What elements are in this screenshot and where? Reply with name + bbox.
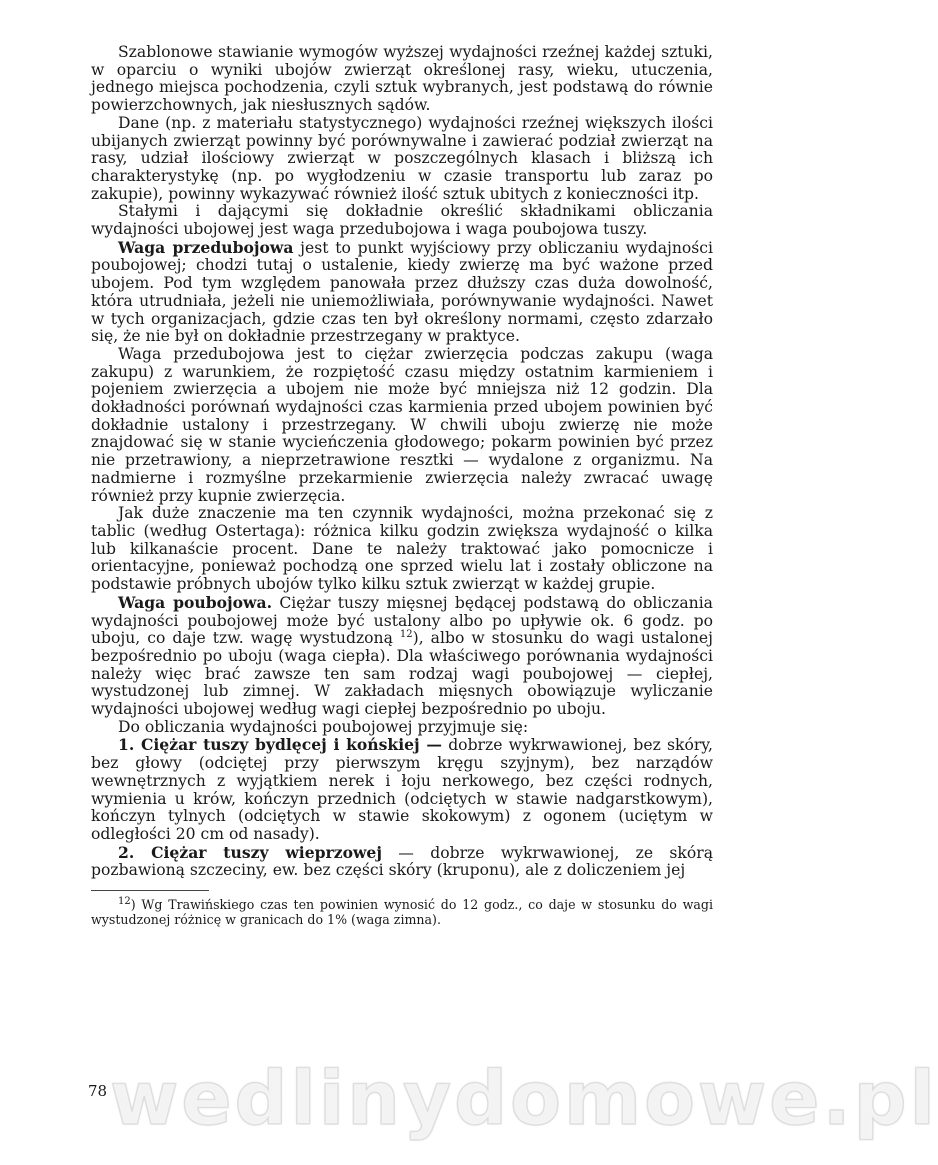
watermark: wedlinydomowe.pl (110, 1056, 938, 1142)
page-number: 78 (88, 1082, 108, 1100)
paragraph-9 (91, 736, 713, 843)
paragraph-4-text: jest to punkt wyjściowy przy obliczaniu wydajności poubojowej; chodzi tutaj o ustalenie, kiedy zwierzę ma być ważone przed ubojem. Pod tym względem panowała przez dłuższy czas duża dowolność, która utrudniała, jeżeli nie uniemożliwiała, porównywanie wydajności. Nawet w tych organizacjach, gdzie czas ten był określony normami, często zdarzało się, że nie był on dokładnie przestrzegany w praktyce. (91, 238, 713, 346)
item-2-text: — dobrze wykrwawionej, ze skórą pozbawioną szczeciny, ew. bez części skóry (kruponu), ale z doliczeniem jej (91, 843, 713, 880)
paragraph-4 (91, 239, 713, 346)
paragraph-5: Waga przedubojowa jest to ciężar zwierzęcia podczas zakupu (waga zakupu) z warunkiem, że rozpiętość czasu między ostatnim karmieniem i pojeniem zwierzęcia a ubojem nie może być mniejsza niż 12 godzin. Dla dokładności porównań wydajności czas karmienia przed ubojem powinien być dokładnie ustalony i przestrzegany. W chwili uboju zwierzę nie może znajdować się w stanie wycieńczenia głodowego; pokarm powinien być przez nie przetrawiony, a nieprzetrawione resztki — wydalone z organizmu. Na nadmierne i rozmyślne przekarmienie zwierzęcia należy zwracać uwagę również przy kupnie zwierzęcia. (91, 344, 713, 505)
paragraph-7-text-b: ), albo w stosunku do wagi ustalonej bezpośrednio po uboju (waga ciepła). Dla właściwego porównania wydajności należy więc brać zawsze ten sam rodzaj wagi poubojowej — ciepłej, wystudzonej lub zimnej. W zakładach mięsnych obowiązuje wyliczanie wydajności ubojowej według wagi ciepłej bezpośrednio po uboju. (91, 629, 713, 719)
paragraph-2: Dane (np. z materiału statystycznego) wydajności rzeźnej większych ilości ubijanych zwierząt powinny być porównywalne i zawierać podział zwierząt na rasy, udział ilościowy zwierząt w poszczególnych klasach i bliższą ich charakterystykę (np. po wygłodzeniu w czasie transportu lub zaraz po zakupie), powinny wykazywać również ilość sztuk ubitych z konieczności itp. (91, 113, 713, 203)
paragraph-8: Do obliczania wydajności poubojowej przyjmuje się: (118, 717, 529, 736)
page-body (91, 44, 713, 927)
paragraph-1: Szablonowe stawianie wymogów wyższej wydajności rzeźnej każdej sztuki, w oparciu o wyniki ubojów zwierząt określonej rasy, wieku, utuczenia, jednego miejsca pochodzenia, czyli sztuk wybranych, jest podstawą do równie powierzchownych, jak niesłusznych sądów. (91, 43, 713, 115)
term-waga-przedubojowa: Waga przedubojowa (118, 237, 294, 257)
footnote-text: ) Wg Trawińskiego czas ten powinien wynosić do 12 godz., co daje w stosunku do wagi wystudzonej różnicę w granicach do 1% (waga zimna). (91, 897, 713, 928)
paragraph-3: Stałymi i dającymi się dokładnie określić składnikami obliczania wydajności ubojowej jest waga przedubojowa i waga poubojowa tuszy. (91, 202, 713, 239)
term-waga-poubojowa: Waga poubojowa. (118, 592, 273, 612)
paragraph-7 (91, 594, 713, 719)
footnote-marker: 12 (118, 895, 131, 907)
footnote (91, 897, 713, 927)
item-1-heading: 1. Ciężar tuszy bydlęcej i końskiej — (118, 735, 442, 755)
item-1-text: dobrze wykrwawionej, bez skóry, bez głowy (odciętej przy pierwszym kręgu szyjnym), bez narządów wewnętrznych z wyjątkiem nerek i łoju nerkowego, bez części rodnych, wymienia u krów, kończyn przednich (odciętych w stawie nadgarstkowym), kończyn tylnych (odciętych w stawie skokowym) z ogonem (uciętym w odległości 20 cm od nasady). (91, 736, 714, 843)
footnote-divider (91, 890, 209, 891)
paragraph-7-text-a: Ciężar tuszy mięsnej będącej podstawą do obliczania wydajności poubojowej może być ustalony albo po upływie ok. 6 godz. po uboju, co daje tzw. wagę wystudzoną (91, 593, 713, 648)
footnote-reference: 12 (399, 629, 413, 641)
paragraph-6: Jak duże znaczenie ma ten czynnik wydajności, można przekonać się z tablic (według Ostertaga): różnica kilku godzin zwiększa wydajność o kilka lub kilkanaście procent. Dane te należy traktować jako pomocnicze i orientacyjne, ponieważ pochodzą one sprzed wielu lat i zostały obliczone na podstawie próbnych ubojów tylko kilku sztuk zwierząt w każdej grupie. (91, 504, 713, 594)
paragraph-10 (91, 844, 713, 880)
item-2-heading: 2. Ciężar tuszy wieprzowej (118, 842, 382, 862)
